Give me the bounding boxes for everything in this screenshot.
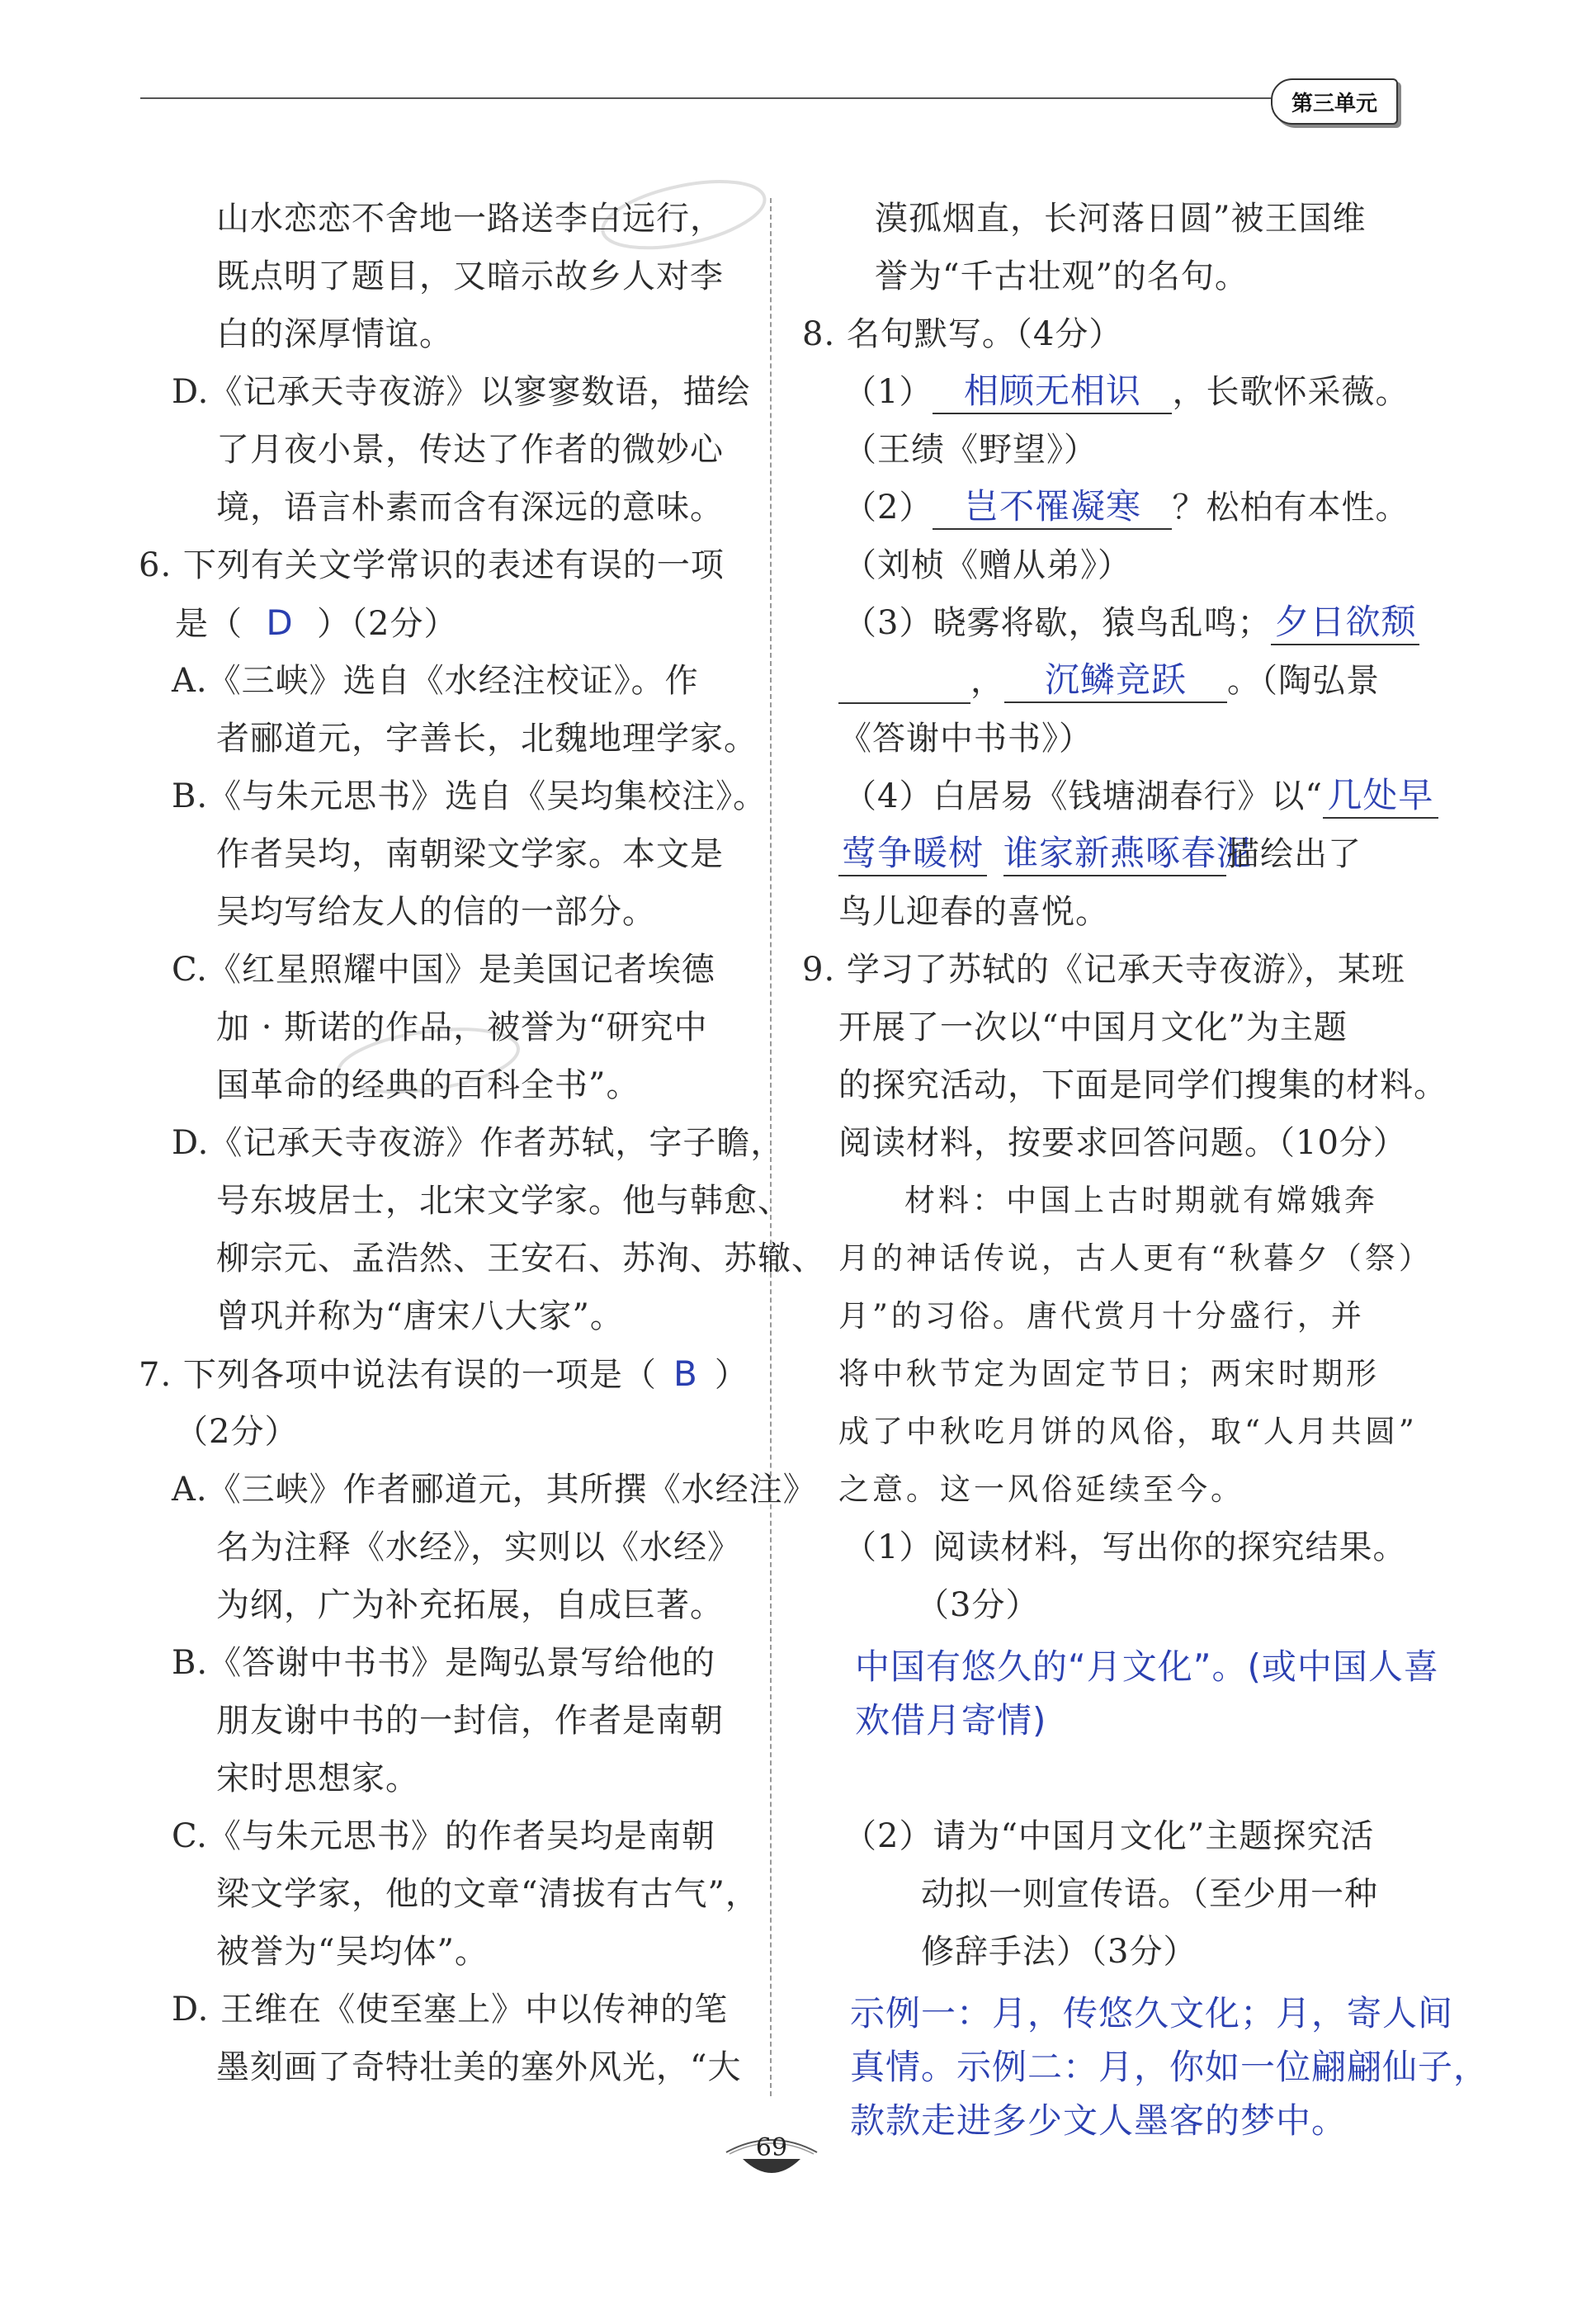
sub-question-2: （2）请为“中国月文化”主题探究活	[843, 1817, 1375, 1855]
fill-blank-answer: 谁家新燕啄春泥	[1003, 832, 1226, 876]
text-line: 境，语言朴素而含有深远的意味。	[216, 489, 724, 527]
source-line: 《答谢中书书》）	[838, 720, 1093, 758]
text-fragment: ）	[714, 1356, 748, 1394]
question-8-stem: 8. 名句默写。（4分）	[802, 315, 1123, 353]
source-line: （刘桢《赠从弟》）	[843, 546, 1131, 584]
text-line: 阅读材料，按要求回答问题。（10分）	[838, 1124, 1407, 1162]
question-6-stem: 6. 下列有关文学常识的表述有误的一项	[139, 546, 725, 584]
fill-blank-answer: 夕日欲颓	[1271, 601, 1419, 645]
question-9-stem: 9. 学习了苏轼的《记承天寺夜游》，某班	[802, 951, 1405, 989]
option-text: D.《记承天寺夜游》以寥寥数语，描绘	[172, 373, 751, 411]
text-line: 宋时思想家。	[216, 1759, 419, 1797]
fill-blank-answer: 沉鳞竞跃	[1004, 659, 1227, 703]
text-line: 名为注释《水经》，实则以《水经》	[216, 1528, 741, 1566]
option-text: C.《红星照耀中国》是美国记者埃德	[172, 951, 715, 989]
text-line: 国革命的经典的百科全书”。	[216, 1066, 640, 1104]
material-text: 月的神话传说，古人更有“秋暮夕（祭）	[838, 1240, 1433, 1276]
text-line: 了月夜小景，传达了作者的微妙心	[216, 431, 724, 469]
text-line: 修辞手法）（3分）	[921, 1933, 1197, 1971]
handwritten-answer: 示例一：月，传悠久文化；月，寄人间	[850, 1993, 1454, 2033]
text-line: 加 · 斯诺的作品，被誉为“研究中	[216, 1008, 708, 1046]
option-text: B.《答谢中书书》是陶弘景写给他的	[172, 1644, 716, 1682]
sub-question-1: （1）阅读材料，写出你的探究结果。	[843, 1528, 1407, 1566]
text-fragment: 描绘出了	[1226, 835, 1362, 873]
text-line: 的探究活动，下面是同学们搜集的材料。	[838, 1066, 1447, 1104]
material-text: 之意。这一风俗延续至今。	[838, 1471, 1244, 1507]
fill-blank-answer: 几处早	[1323, 774, 1438, 819]
text-line: 白的深厚情谊。	[216, 315, 453, 353]
option-text: C.《与朱元思书》的作者吴均是南朝	[172, 1817, 715, 1855]
text-line: 柳宗元、孟浩然、王安石、苏洵、苏辙、	[216, 1240, 825, 1278]
source-line: （王绩《野望》）	[843, 431, 1098, 469]
fill-blank-answer: 莺争暖树	[838, 832, 987, 876]
text-line: 山水恋恋不舍地一路送李白远行，	[216, 200, 724, 238]
text-line: 既点明了题目，又暗示故乡人对李	[216, 257, 724, 295]
text-line: 梁文学家，他的文章“清拔有古气”，	[216, 1875, 759, 1913]
text-fragment: 是（	[175, 605, 243, 643]
text-fragment: （3）晓雾将歇，猿鸟乱鸣；	[843, 604, 1272, 642]
text-line: （2分）	[175, 1413, 299, 1451]
text-line: 为纲，广为补充拓展，自成巨著。	[216, 1586, 724, 1624]
question-6-stem-cont	[175, 594, 457, 653]
q8-item-1	[843, 363, 1409, 421]
text-line: 动拟一则宣传语。（至少用一种	[921, 1875, 1378, 1913]
handwritten-answer: 中国有悠久的“月文化”。(或中国人喜	[855, 1646, 1439, 1687]
text-line: 号东坡居士，北宋文学家。他与韩愈、	[216, 1182, 791, 1220]
material-text: 成了中秋吃月饼的风俗，取“人月共圆”	[838, 1414, 1418, 1449]
text-line: 曾巩并称为“唐宋八大家”。	[216, 1297, 624, 1335]
material-text: 将中秋节定为固定节日；两宋时期形	[838, 1356, 1380, 1391]
text-line: 鸟儿迎春的喜悦。	[838, 893, 1109, 931]
option-text: D.《记承天寺夜游》作者苏轼，字子瞻，	[172, 1124, 785, 1162]
fill-blank-answer: 岂不罹凝寒	[933, 485, 1172, 530]
text-line: 者郦道元，字善长，北魏地理学家。	[216, 720, 758, 758]
option-text: B.《与朱元思书》选自《吴均集校注》。	[172, 777, 767, 815]
handwritten-answer: B	[673, 1353, 698, 1394]
q8-item-3	[843, 594, 1419, 652]
header-rule	[140, 97, 1271, 99]
text-fragment: ）（2分）	[317, 605, 458, 643]
text-line: 吴均写给友人的信的一部分。	[216, 893, 656, 931]
page-number	[718, 2129, 825, 2179]
q8-item-4-cont	[838, 825, 1362, 883]
text-line: 誉为“千古壮观”的名句。	[875, 257, 1249, 295]
text-fragment: ，长歌怀采薇。	[1172, 373, 1409, 411]
handwritten-answer: 欢借月寄情)	[855, 1700, 1047, 1741]
material-text: 材料：中国上古时期就有嫦娥奔	[904, 1183, 1378, 1218]
q8-item-4	[843, 768, 1438, 825]
fill-blank-answer: 相顾无相识	[933, 370, 1172, 414]
text-fragment: 。（陶弘景	[1227, 662, 1380, 700]
text-fragment: （1）	[843, 373, 933, 411]
text-fragment: ，	[970, 662, 1004, 700]
text-fragment: 7. 下列各项中说法有误的一项是（	[139, 1356, 657, 1394]
handwritten-answer: 款款走进多少文人墨客的梦中。	[850, 2100, 1348, 2141]
text-line: 漠孤烟直，长河落日圆”被王国维	[875, 200, 1367, 238]
material-text: 月”的习俗。唐代赏月十分盛行，并	[838, 1298, 1365, 1334]
text-line: 朋友谢中书的一封信，作者是南朝	[216, 1702, 724, 1740]
option-text: A.《三峡》选自《水经注校证》。作	[172, 662, 699, 700]
handwritten-answer: 真情。示例二：月，你如一位翩翩仙子，	[850, 2047, 1490, 2087]
text-line: 作者吴均，南朝梁文学家。本文是	[216, 835, 724, 873]
text-line: 开展了一次以“中国月文化”为主题	[838, 1008, 1348, 1046]
fill-blank-line	[838, 659, 970, 704]
text-fragment: ？松柏有本性。	[1172, 489, 1409, 527]
text-fragment: （2）	[843, 489, 933, 527]
option-text: D. 王维在《使至塞上》中以传神的笔	[172, 1991, 729, 2029]
q8-item-2	[843, 479, 1409, 536]
question-7-stem	[139, 1345, 748, 1404]
sub-question-1-score: （3分）	[916, 1586, 1040, 1624]
unit-badge: 第三单元	[1271, 78, 1398, 125]
option-text: A.《三峡》作者郦道元，其所撰《水经注》	[172, 1471, 817, 1509]
text-line: 墨刻画了奇特壮美的塞外风光，“大	[216, 2048, 742, 2086]
text-line: 被誉为“吴均体”。	[216, 1933, 489, 1971]
page-number-text: 69	[755, 2133, 788, 2162]
q8-item-3-cont	[838, 652, 1380, 710]
handwritten-answer: D	[266, 602, 294, 643]
text-fragment: （4）白居易《钱塘湖春行》以“	[843, 777, 1323, 815]
